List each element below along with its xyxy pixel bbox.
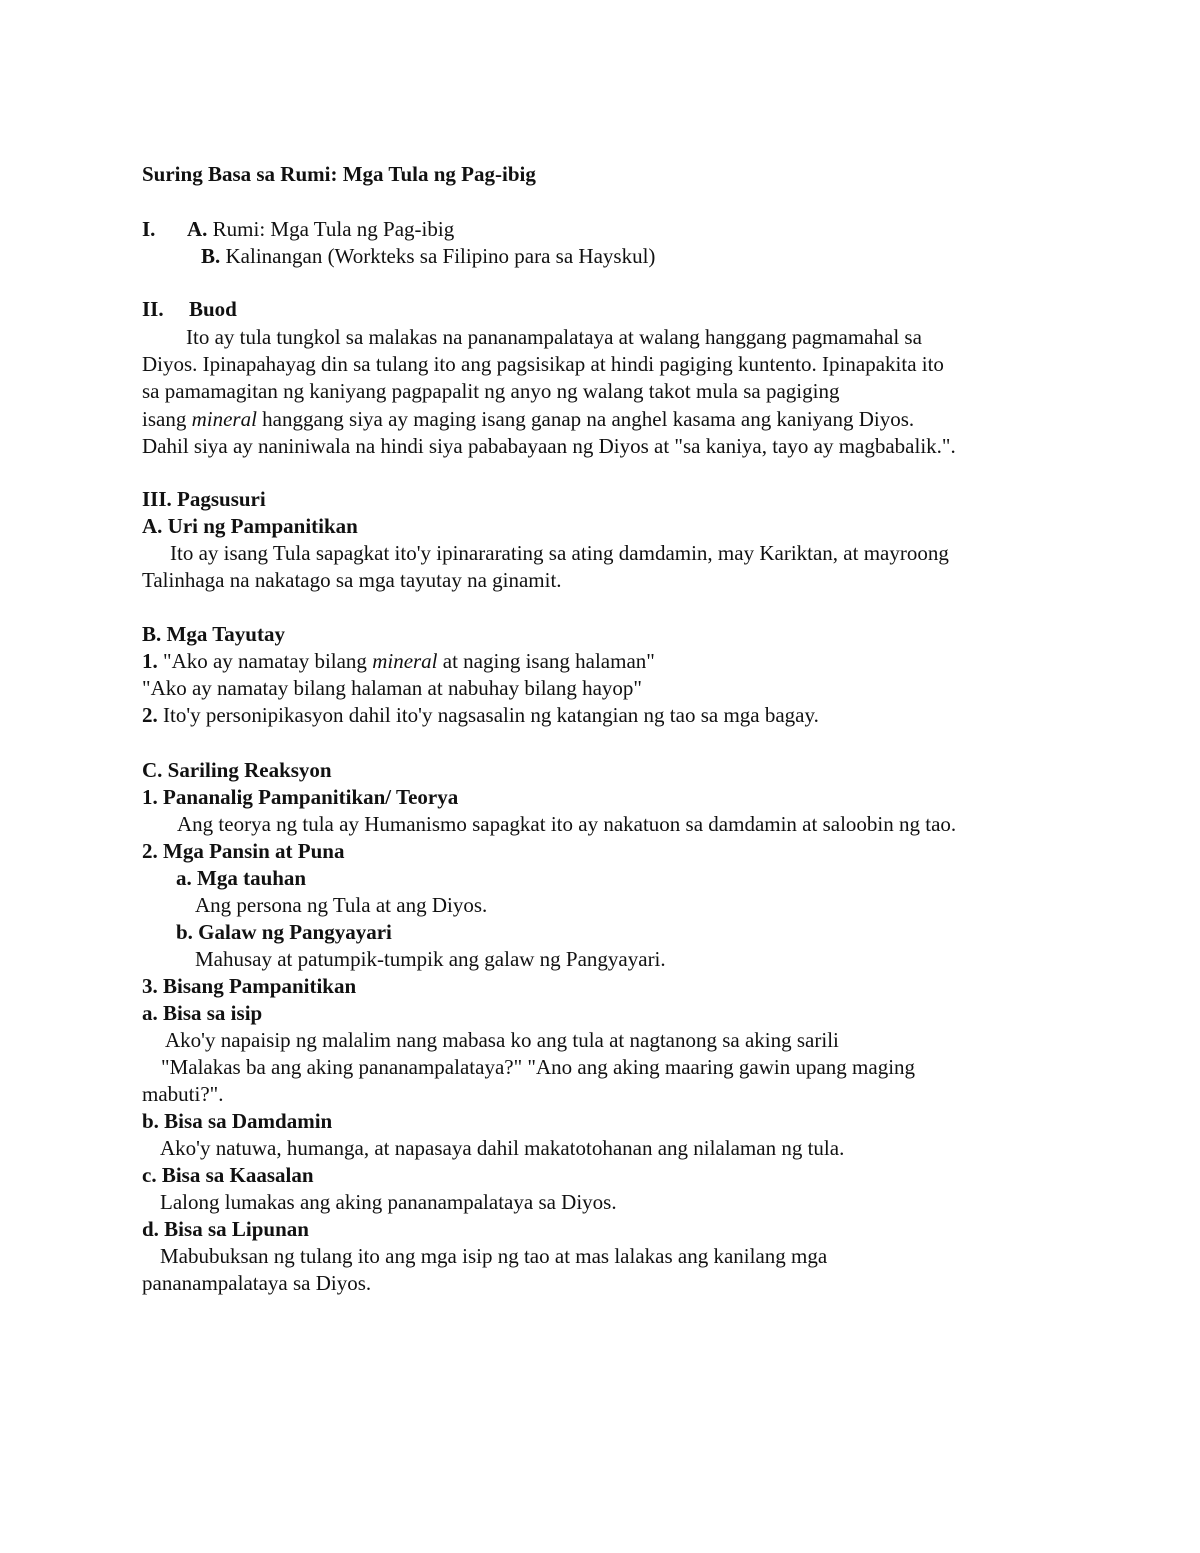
section-3c3b-text: Ako'y natuwa, humanga, at napasaya dahil makatotohanan ang nilalaman ng tula. <box>160 1136 845 1160</box>
section-3b-item-1 <box>142 648 655 675</box>
section-2-heading: Buod <box>189 297 237 321</box>
item-a-text: Rumi: Mga Tula ng Pag-ibig <box>212 217 455 241</box>
item-1-italic: mineral <box>372 649 438 673</box>
summary-line-4 <box>142 406 914 433</box>
section-3a-line-1: Ito ay isang Tula sapagkat ito'y ipinararating sa ating damdamin, may Kariktan, at mayroong <box>170 541 949 565</box>
section-3c2a-text: Ang persona ng Tula at ang Diyos. <box>195 893 488 917</box>
section-3c3a-heading: a. Bisa sa isip <box>142 1001 263 1025</box>
item-1-post: at naging isang halaman" <box>437 649 655 673</box>
section-3a-line-2: Talinhaga na nakatago sa mga tayutay na ginamit. <box>142 568 562 592</box>
section-2-numeral: II. <box>142 297 164 321</box>
section-1-item-b <box>201 243 655 270</box>
section-1-item-a <box>187 216 454 243</box>
section-3c3d-line-2: pananampalataya sa Diyos. <box>142 1271 372 1295</box>
summary-line-5: Dahil siya ay naniniwala na hindi siya pababayaan ng Diyos at "sa kaniya, tayo ay magbabalik.". <box>142 434 956 458</box>
summary-line-4-italic: mineral <box>191 407 257 431</box>
item-2-text: Ito'y personipikasyon dahil ito'y nagsasalin ng katangian ng tao sa mga bagay. <box>157 703 819 727</box>
item-b-text: Kalinangan (Workteks sa Filipino para sa Hayskul) <box>225 244 656 268</box>
summary-line-2: Diyos. Ipinapahayag din sa tulang ito ang pagsisikap at hindi pagiging kuntento. Ipinapakita ito <box>142 352 944 376</box>
section-3c2a-heading: a. Mga tauhan <box>176 866 307 890</box>
section-3b-item-1-line-2: "Ako ay namatay bilang halaman at nabuhay bilang hayop" <box>142 676 642 700</box>
section-3c3d-line-1: Mabubuksan ng tulang ito ang mga isip ng tao at mas lalakas ang kanilang mga <box>160 1244 828 1268</box>
item-1-pre: "Ako ay namatay bilang <box>157 649 373 673</box>
section-3c3d-heading: d. Bisa sa Lipunan <box>142 1217 309 1241</box>
section-3c3c-heading: c. Bisa sa Kaasalan <box>142 1163 314 1187</box>
section-3c3a-line-1: Ako'y napaisip ng malalim nang mabasa ko ang tula at nagtanong sa aking sarili <box>165 1028 839 1052</box>
section-3c2b-heading: b. Galaw ng Pangyayari <box>176 920 392 944</box>
document-title: Suring Basa sa Rumi: Mga Tula ng Pag-ibig <box>142 162 536 186</box>
section-3c3a-line-2: "Malakas ba ang aking pananampalataya?" "Ano ang aking maaring gawin upang maging <box>161 1055 916 1079</box>
item-a-label: A. <box>187 217 208 241</box>
section-3c2-heading: 2. Mga Pansin at Puna <box>142 839 345 863</box>
section-3c-heading: C. Sariling Reaksyon <box>142 758 332 782</box>
summary-line-1: Ito ay tula tungkol sa malakas na pananampalataya at walang hanggang pagmamahal sa <box>186 325 922 349</box>
summary-line-4-post: hanggang siya ay maging isang ganap na anghel kasama ang kaniyang Diyos. <box>256 407 915 431</box>
section-3c3-heading: 3. Bisang Pampanitikan <box>142 974 357 998</box>
item-2-number: 2. <box>142 703 158 727</box>
section-3c2b-text: Mahusay at patumpik-tumpik ang galaw ng Pangyayari. <box>195 947 666 971</box>
section-3c1-heading: 1. Pananalig Pampanitikan/ Teorya <box>142 785 459 809</box>
summary-line-3: sa pamamagitan ng kaniyang pagpapalit ng anyo ng walang takot mula sa pagiging <box>142 379 840 403</box>
section-3c3b-heading: b. Bisa sa Damdamin <box>142 1109 333 1133</box>
section-3-heading: III. Pagsusuri <box>142 487 266 511</box>
section-3c3c-text: Lalong lumakas ang aking pananampalataya sa Diyos. <box>160 1190 617 1214</box>
section-3c3a-line-3: mabuti?". <box>142 1082 224 1106</box>
item-1-number: 1. <box>142 649 158 673</box>
summary-line-4-pre: isang <box>142 407 192 431</box>
section-3b-item-2 <box>142 702 819 729</box>
section-1-numeral: I. <box>142 217 156 241</box>
item-b-label: B. <box>201 244 221 268</box>
section-3b-heading: B. Mga Tayutay <box>142 622 285 646</box>
section-3a-heading: A. Uri ng Pampanitikan <box>142 514 358 538</box>
section-3c1-text: Ang teorya ng tula ay Humanismo sapagkat ito ay nakatuon sa damdamin at saloobin ng tao. <box>177 812 957 836</box>
